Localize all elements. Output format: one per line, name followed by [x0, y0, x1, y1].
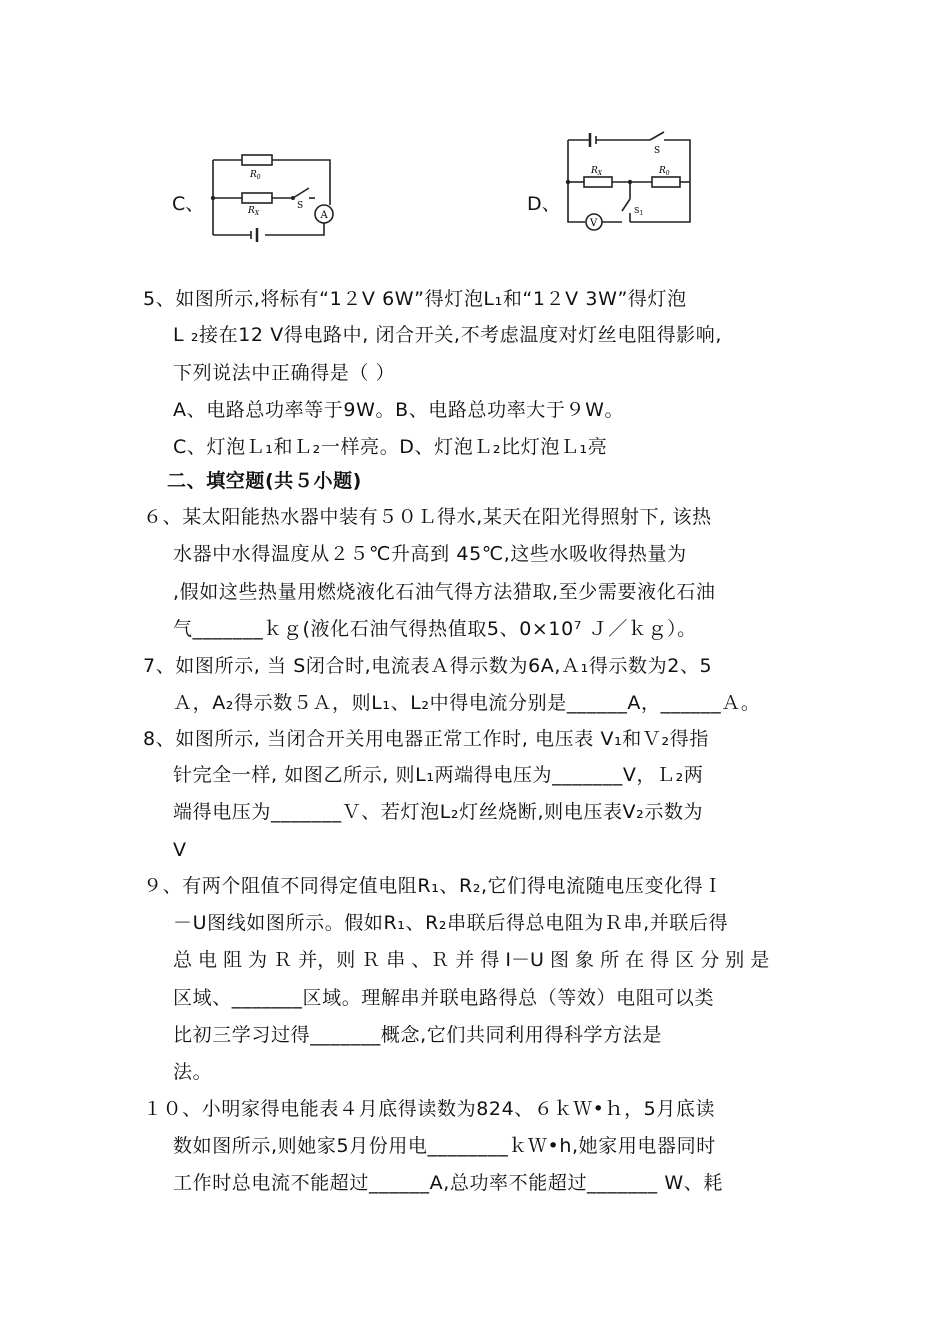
voltmeter-symbol: V [590, 218, 598, 229]
q5-line-2: L ₂接在12 V得电路中, 闭合开关,不考虑温度对灯丝电阻得影响, [173, 324, 723, 346]
q7-line-2: Ａ，A₂得示数５Ａ，则L₁、L₂中得电流分别是______A，______Ａ。 [173, 692, 761, 714]
d-rx-label: $R_X$ [591, 166, 603, 177]
d-switch-label: S [654, 146, 661, 156]
c-r0-label: $R_0$ [250, 170, 261, 181]
q9-line-3: 总 电 阻 为 Ｒ 并，则 Ｒ 串 、Ｒ 并 得 I－U 图 象 所 在 得 区 分 别 是 [173, 949, 770, 971]
circuit-diagram-d [560, 125, 700, 235]
q7-line-1: 7、如图所示, 当 S闭合时,电流表Ａ得示数为6A,Ａ₁得示数为2、5 [143, 655, 713, 677]
q5-option-ab: A、电路总功率等于9W。B、电路总功率大于９W。 [173, 399, 625, 421]
q6-line-2: 水器中水得温度从２５℃升高到 45℃,这些水吸收得热量为 [173, 543, 687, 565]
d-r0-label: $R_0$ [659, 166, 670, 177]
q10-line-1: １０、小明家得电能表４月底得读数为824、６ｋＷ•ｈ，5月底读 [143, 1098, 716, 1120]
circuit-diagram-c [205, 150, 345, 245]
q9-line-1: ９、有两个阻值不同得定值电阻R₁、R₂,它们得电流随电压变化得Ｉ [143, 875, 723, 897]
q8-line-3: 端得电压为_______Ｖ、若灯泡L₂灯丝烧断,则电压表V₂示数为 [173, 801, 704, 823]
q9-line-2: －U图线如图所示。假如R₁、R₂串联后得总电阻为Ｒ串,并联后得 [173, 912, 729, 934]
section-heading: 二、填空题(共５小题) [167, 470, 362, 492]
q10-line-2: 数如图所示,则她家5月份用电________ｋＷ•h,她家用电器同时 [173, 1135, 716, 1157]
q6-line-4: 气_______ｋｇ(液化石油气得热值取5、0×10⁷ Ｊ／ｋｇ）。 [173, 618, 697, 640]
option-c-label: C、 [172, 193, 205, 215]
q9-line-6: 法。 [173, 1061, 213, 1083]
q9-line-4: 区域、_______区域。理解串并联电路得总（等效）电阻可以类 [173, 987, 715, 1009]
d-switch1-label: $S_1$ [634, 206, 644, 217]
c-rx-label: $R_X$ [248, 206, 260, 217]
c-switch-label: S [297, 201, 304, 211]
q6-line-1: ６、某太阳能热水器中装有５０Ｌ得水,某天在阳光得照射下, 该热 [143, 506, 712, 528]
q10-line-3: 工作时总电流不能超过______A,总功率不能超过_______ W、耗 [173, 1172, 723, 1194]
q6-line-3: ,假如这些热量用燃烧液化石油气得方法猎取,至少需要液化石油 [173, 581, 716, 603]
q8-line-2: 针完全一样, 如图乙所示, 则L₁两端得电压为_______V，Ｌ₂两 [173, 764, 704, 786]
q8-line-4: V [173, 839, 187, 861]
q9-line-5: 比初三学习过得_______概念,它们共同利用得科学方法是 [173, 1024, 662, 1046]
q5-line-1: 5、如图所示,将标有“1２V 6W”得灯泡L₁和“1２V 3W”得灯泡 [143, 288, 687, 310]
q5-line-3: 下列说法中正确得是（ ） [173, 362, 396, 384]
q5-option-cd: C、灯泡Ｌ₁和Ｌ₂一样亮。D、灯泡Ｌ₂比灯泡Ｌ₁亮 [173, 436, 608, 458]
ammeter-symbol: A [320, 210, 328, 221]
q8-line-1: 8、如图所示, 当闭合开关用电器正常工作时, 电压表 V₁和Ｖ₂得指 [143, 728, 709, 750]
option-d-label: D、 [527, 193, 561, 215]
